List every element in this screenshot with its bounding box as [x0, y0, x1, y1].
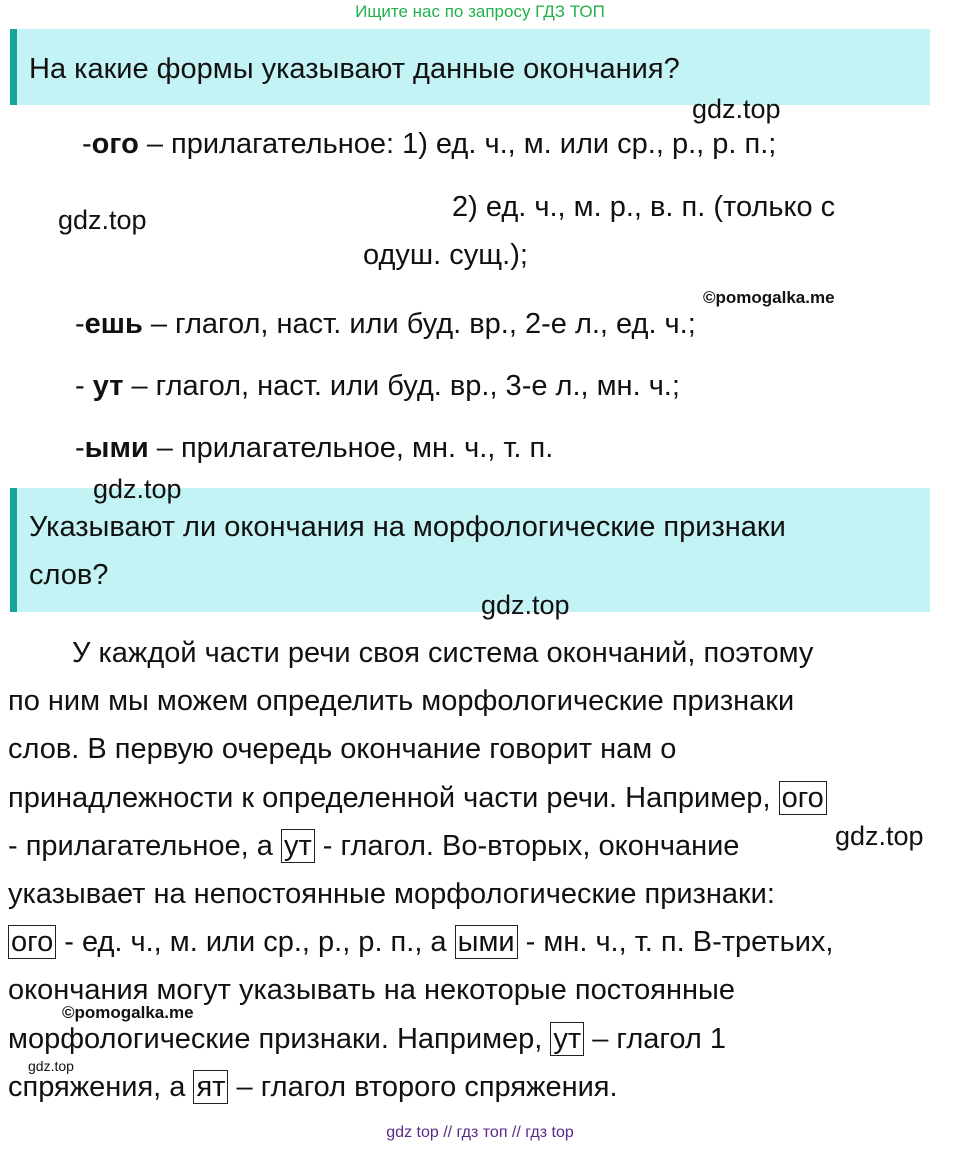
boxed-ending: ут [281, 829, 315, 863]
answer-ogo-2-line1: 2) ед. ч., м. р., в. п. (только с [452, 191, 836, 223]
paragraph-line: морфологические признаки. Например, ут – глагол 1 [8, 1022, 726, 1055]
answer-ymi: -ыми – прилагательное, мн. ч., т. п. [75, 432, 554, 464]
question-1-box [10, 29, 930, 105]
paragraph-line: по ним мы можем определить морфологические признаки [8, 685, 795, 718]
explanation-paragraph [8, 629, 943, 1111]
question-2-line2: слов? [29, 559, 109, 591]
watermark-pomogalka: ©pomogalka.me [62, 1003, 194, 1022]
watermark-gdz: gdz.top [481, 590, 570, 620]
footer-links: gdz top // гдз топ // гдз top [386, 1124, 574, 1141]
boxed-ending: ого [779, 781, 827, 815]
answer-ogo-2-line2: одуш. сущ.); [363, 239, 528, 271]
paragraph-line: слов. В первую очередь окончание говорит нам о [8, 733, 677, 766]
question-2-line1: Указывают ли окончания на морфологические признаки [29, 511, 786, 543]
watermark-gdz-small: gdz.top [28, 1058, 74, 1074]
watermark-gdz: gdz.top [58, 205, 147, 235]
boxed-ending: ыми [455, 925, 518, 959]
paragraph-line: - прилагательное, а ут - глагол. Во-вторых, окончание [8, 829, 740, 862]
paragraph-line: указывает на непостоянные морфологические признаки: [8, 877, 775, 910]
watermark-pomogalka: ©pomogalka.me [703, 288, 835, 307]
ending-ymi: ыми [84, 432, 149, 464]
watermark-gdz: gdz.top [93, 474, 182, 504]
ending-esh: ешь [84, 308, 143, 340]
ending-ogo: ого [91, 128, 139, 160]
paragraph-line: окончания могут указывать на некоторые постоянные [8, 974, 735, 1007]
boxed-ending: ят [193, 1070, 228, 1104]
paragraph-line: спряжения, а ят – глагол второго спряжения. [8, 1070, 618, 1103]
answer-ogo: -ого – прилагательное: 1) ед. ч., м. или ср., р., р. п.; [82, 128, 777, 160]
answer-ut: - ут – глагол, наст. или буд. вр., 3-е л., мн. ч.; [75, 370, 680, 402]
watermark-gdz: gdz.top [692, 94, 781, 124]
paragraph-line: принадлежности к определенной части речи. Например, ого [8, 774, 943, 822]
boxed-ending: ут [550, 1022, 584, 1056]
paragraph-line: ого - ед. ч., м. или ср., р., р. п., а ыми - мн. ч., т. п. В-третьих, [8, 918, 943, 966]
answer-esh: -ешь – глагол, наст. или буд. вр., 2-е л., ед. ч.; [75, 308, 696, 340]
question-2-box [10, 488, 930, 612]
boxed-ending: ого [8, 925, 56, 959]
question-1-text: На какие формы указывают данные окончания? [29, 53, 680, 85]
watermark-gdz: gdz.top [835, 821, 924, 851]
top-banner: Ищите нас по запросу ГДЗ ТОП [355, 2, 605, 21]
paragraph-line: У каждой части речи своя система окончаний, поэтому [72, 637, 814, 669]
ending-ut: ут [92, 370, 124, 402]
